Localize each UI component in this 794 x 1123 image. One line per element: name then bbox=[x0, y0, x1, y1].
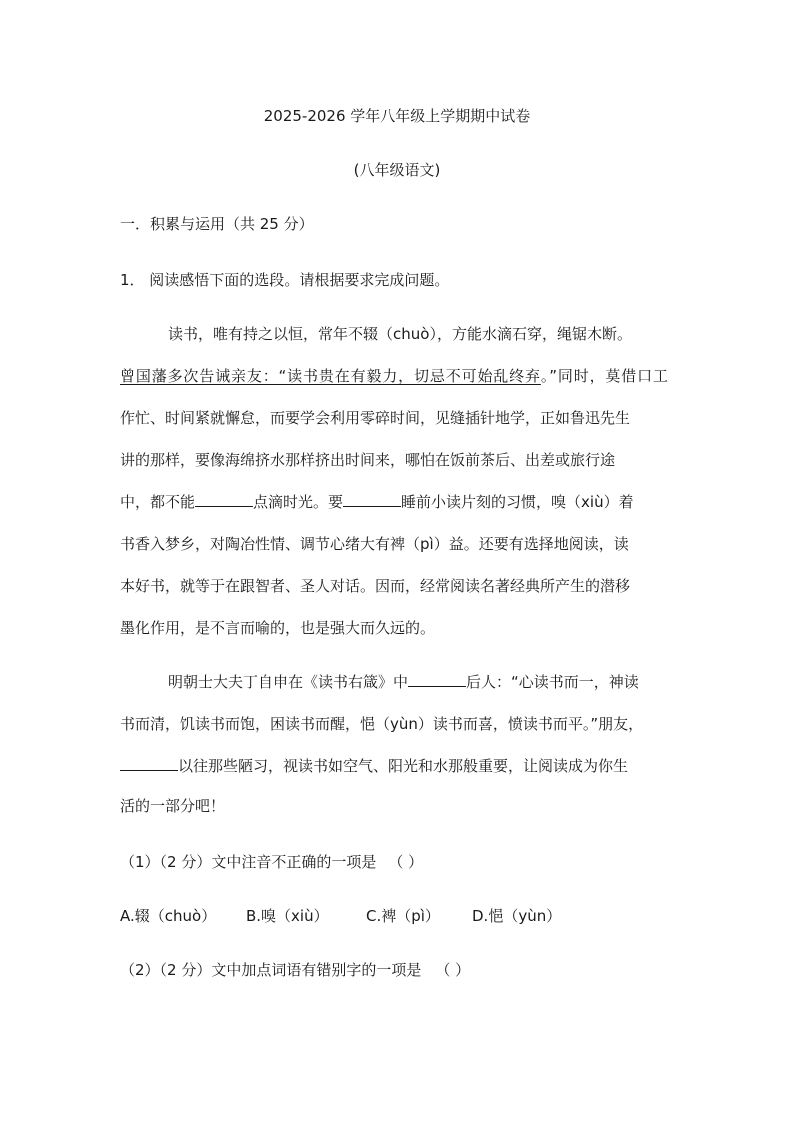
passage-text: 明朝士大夫丁自申在《读书右箴》中 bbox=[168, 673, 409, 691]
answer-paren[interactable]: （ ） bbox=[388, 853, 424, 871]
passage-text: 中，都不能 bbox=[120, 493, 196, 511]
question-1-1 bbox=[120, 852, 423, 872]
fill-blank-4[interactable] bbox=[120, 756, 178, 771]
section-heading: 一．积累与运用（共 25 分） bbox=[120, 215, 314, 233]
passage-line: 书香入梦乡，对陶冶性情、调节心绪大有裨（pì）益。还要有选择地阅读，读 bbox=[120, 535, 629, 553]
question-text: （1）（2 分）文中注音不正确的一项是 bbox=[120, 853, 377, 871]
question-text: （2）（2 分）文中加点词语有错别字的一项是 bbox=[120, 961, 422, 979]
passage-line: 讲的那样，要像海绵挤水那样挤出时间来，哪怕在饭前茶后、出差或旅行途 bbox=[120, 451, 616, 469]
passage-line: 墨化作用，是不言而喻的，也是强大而久远的。 bbox=[120, 619, 436, 637]
fill-blank-2[interactable] bbox=[343, 492, 401, 507]
passage-line: 作忙、时间紧就懈怠，而要学会利用零碎时间，见缝插针地学，正如鲁迅先生 bbox=[120, 409, 631, 427]
passage-line: 活的一部分吧！ bbox=[120, 797, 226, 815]
option-c[interactable]: C.裨（pì） bbox=[366, 907, 440, 925]
fill-blank-1[interactable] bbox=[195, 492, 253, 507]
exam-subtitle: (八年级语文) bbox=[353, 161, 441, 179]
passage-text: 以往那些陋习，视读书如空气、阳光和水那般重要，让阅读成为你生 bbox=[178, 757, 629, 775]
passage-line: 书而清，饥读书而饱，困读书而醒，悒（yùn）读书而喜，愤读书而平。”朋友， bbox=[120, 715, 644, 733]
answer-paren[interactable]: （ ） bbox=[435, 961, 471, 979]
passage-text: 。”同时，莫借口工 bbox=[540, 367, 668, 385]
passage-line bbox=[168, 672, 639, 692]
passage-text: 点滴时光。要 bbox=[253, 493, 344, 511]
passage-line: 读书，唯有持之以恒，常年不辍（chuò），方能水滴石穿，绳锯木断。 bbox=[168, 325, 632, 343]
question-1-2 bbox=[120, 960, 470, 980]
exam-title: 2025-2026 学年八年级上学期期中试卷 bbox=[263, 107, 531, 125]
option-a[interactable]: A.辍（chuò） bbox=[120, 907, 217, 925]
passage-line bbox=[120, 492, 634, 512]
passage-text: 后人：“心读书而一，神读 bbox=[466, 673, 639, 691]
passage-line: 本好书，就等于在跟智者、圣人对话。因而，经常阅读名著经典所产生的潜移 bbox=[120, 577, 631, 595]
passage-line bbox=[120, 756, 628, 776]
underlined-sentence: 曾国藩多次告诫亲友：“读书贵在有毅力，切忌不可始乱终弃 bbox=[120, 367, 541, 385]
option-b[interactable]: B.嗅（xiù） bbox=[246, 907, 329, 925]
option-d[interactable]: D.悒（yùn） bbox=[472, 907, 562, 925]
passage-text: 睡前小读片刻的习惯，嗅（xiù）着 bbox=[401, 493, 634, 511]
fill-blank-3[interactable] bbox=[408, 672, 466, 687]
question-1-stem: 1． 阅读感悟下面的选段。请根据要求完成问题。 bbox=[120, 271, 450, 289]
passage-line bbox=[120, 366, 668, 386]
options-row bbox=[120, 906, 561, 926]
